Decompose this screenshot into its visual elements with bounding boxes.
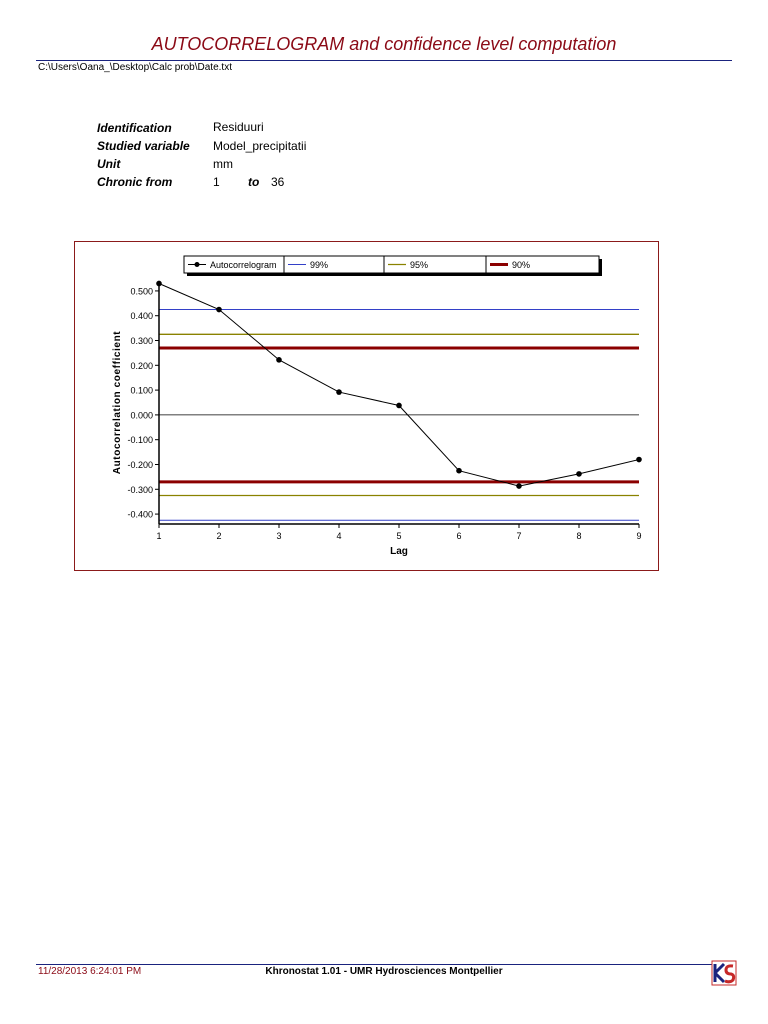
chart-axes bbox=[127, 281, 641, 541]
x-tick-label: 9 bbox=[636, 531, 642, 541]
identification-label: Identification bbox=[97, 121, 172, 135]
y-tick-label: -0.200 bbox=[127, 459, 153, 470]
legend-label: 90% bbox=[512, 260, 531, 270]
page-title: AUTOCORRELOGRAM and confidence level computation bbox=[151, 34, 617, 54]
autocorrelogram-chart bbox=[74, 241, 659, 571]
legend-label: Autocorrelogram bbox=[210, 260, 277, 270]
data-point bbox=[576, 471, 582, 477]
x-tick-label: 6 bbox=[456, 531, 462, 541]
x-tick-label: 5 bbox=[396, 531, 402, 541]
timestamp: 11/28/2013 6:24:01 PM bbox=[38, 966, 142, 977]
file-path: C:\Users\Oana_\Desktop\Calc prob\Date.txt bbox=[38, 62, 232, 73]
y-tick-label: 0.100 bbox=[130, 385, 153, 396]
data-point bbox=[636, 457, 642, 463]
ks-logo-icon bbox=[711, 960, 737, 986]
unit-value: mm bbox=[213, 157, 233, 171]
data-point bbox=[396, 403, 402, 409]
data-point bbox=[156, 281, 162, 287]
y-tick-label: 0.000 bbox=[130, 410, 153, 421]
data-point bbox=[336, 389, 342, 395]
y-tick-label: -0.300 bbox=[127, 484, 153, 495]
footer-credit: Khronostat 1.01 - UMR Hydrosciences Montpellier bbox=[265, 966, 503, 977]
legend-label: 99% bbox=[310, 260, 329, 270]
reference-lines bbox=[159, 310, 639, 521]
chronic-to-value: 36 bbox=[271, 175, 285, 189]
chart-legend bbox=[184, 256, 602, 276]
identification-value: Residuuri bbox=[213, 120, 264, 134]
unit-label: Unit bbox=[97, 157, 121, 171]
variable-label: Studied variable bbox=[97, 139, 190, 153]
y-tick-label: -0.400 bbox=[127, 509, 153, 520]
series-line bbox=[159, 283, 639, 486]
x-tick-label: 7 bbox=[516, 531, 522, 541]
y-axis-label: Autocorrelation coefficient bbox=[112, 330, 123, 475]
header-divider bbox=[36, 60, 732, 61]
y-tick-label: 0.300 bbox=[130, 336, 153, 347]
x-tick-label: 3 bbox=[276, 531, 282, 541]
footer-divider bbox=[36, 964, 732, 965]
y-tick-label: -0.100 bbox=[127, 435, 153, 446]
x-tick-label: 8 bbox=[576, 531, 582, 541]
legend-label: 95% bbox=[410, 260, 429, 270]
chronic-from-value: 1 bbox=[213, 175, 220, 189]
y-tick-label: 0.400 bbox=[130, 311, 153, 322]
x-tick-label: 2 bbox=[216, 531, 222, 541]
chronic-to-label: to bbox=[248, 175, 260, 189]
data-point bbox=[456, 468, 462, 474]
data-point bbox=[216, 307, 222, 313]
x-tick-label: 1 bbox=[156, 531, 162, 541]
legend-marker bbox=[195, 262, 200, 267]
y-tick-label: 0.200 bbox=[130, 360, 153, 371]
chronic-label: Chronic from bbox=[97, 175, 173, 189]
series-autocorrelogram bbox=[156, 281, 642, 489]
data-point bbox=[276, 357, 282, 363]
x-axis-label: Lag bbox=[390, 546, 408, 557]
data-point bbox=[516, 483, 522, 489]
y-tick-label: 0.500 bbox=[130, 286, 153, 297]
x-tick-label: 4 bbox=[336, 531, 342, 541]
variable-value: Model_precipitatii bbox=[213, 139, 307, 153]
